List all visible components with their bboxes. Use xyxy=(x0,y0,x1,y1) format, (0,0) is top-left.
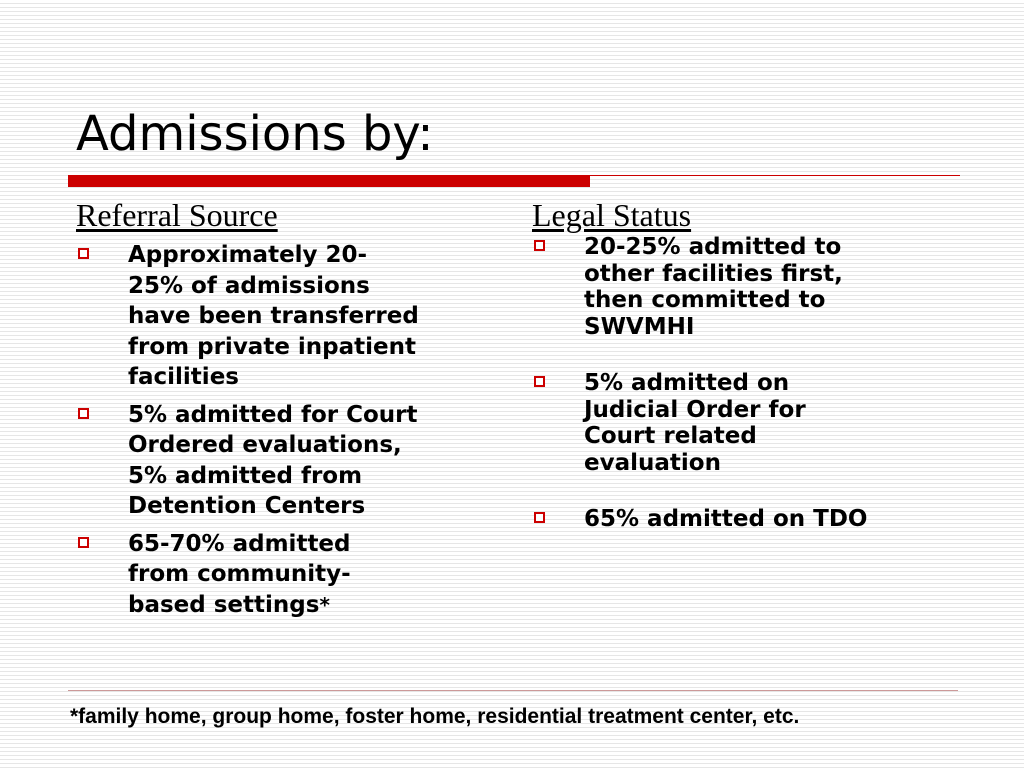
square-bullet-icon xyxy=(78,408,89,419)
list-item: 5% admitted for Court Ordered evaluations, 5% admitted from Detention Centers xyxy=(76,400,506,522)
slide-title: Admissions by: xyxy=(76,106,434,162)
square-bullet-icon xyxy=(78,537,89,548)
legal-status-heading: Legal Status xyxy=(532,197,692,233)
footer-divider xyxy=(68,690,958,691)
list-item: 65-70% admitted from community- based settings* xyxy=(76,529,506,621)
referral-source-column xyxy=(76,196,506,627)
title-rule-thick xyxy=(68,175,590,187)
footnote-marker: * xyxy=(319,592,330,617)
square-bullet-icon xyxy=(534,512,545,523)
square-bullet-icon xyxy=(78,248,89,259)
legal-status-column xyxy=(532,196,962,563)
list-item: 20-25% admitted to other facilities first, then committed to SWVMHI xyxy=(532,234,962,340)
square-bullet-icon xyxy=(534,240,545,251)
list-item: 65% admitted on TDO xyxy=(532,506,962,533)
referral-source-list xyxy=(76,240,506,620)
list-item: Approximately 20- 25% of admissions have been transferred from private inpatient facilities xyxy=(76,240,506,393)
referral-source-heading: Referral Source xyxy=(76,197,278,233)
square-bullet-icon xyxy=(534,376,545,387)
legal-status-list xyxy=(532,234,962,533)
list-item: 5% admitted on Judicial Order for Court related evaluation xyxy=(532,370,962,476)
title-rule-thin xyxy=(590,175,960,176)
footnote: *family home, group home, foster home, residential treatment center, etc. xyxy=(70,705,800,728)
